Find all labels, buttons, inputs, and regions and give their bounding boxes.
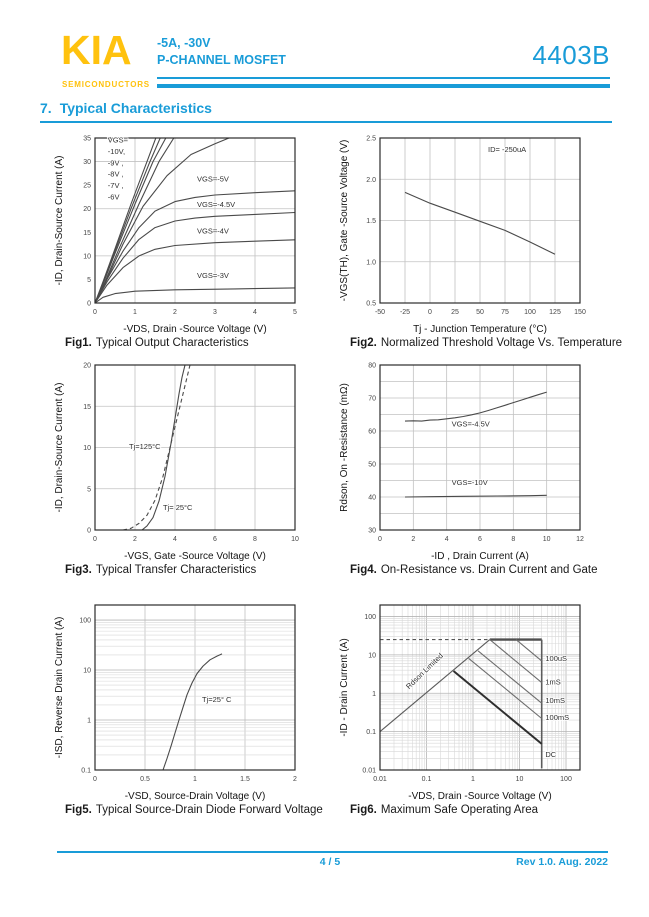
svg-text:10: 10 — [291, 536, 299, 543]
svg-text:5: 5 — [293, 309, 297, 316]
svg-text:2.0: 2.0 — [366, 176, 376, 184]
svg-text:60: 60 — [368, 428, 376, 436]
svg-text:12: 12 — [576, 536, 584, 543]
svg-text:-9V ,: -9V , — [107, 158, 124, 168]
svg-text:150: 150 — [574, 309, 586, 316]
svg-text:VGS=-3V: VGS=-3V — [197, 271, 229, 281]
svg-text:0.01: 0.01 — [373, 776, 387, 783]
fig1-caption: Fig1. Typical Output Characteristics — [65, 337, 249, 349]
svg-text:-ID, Drain-Source Current (A): -ID, Drain-Source Current (A) — [54, 382, 65, 513]
svg-text:0.5: 0.5 — [366, 300, 376, 308]
svg-text:100uS: 100uS — [545, 653, 568, 663]
svg-text:20: 20 — [83, 362, 91, 370]
section-number: 7. — [40, 100, 52, 116]
footer-rule — [57, 851, 608, 853]
svg-text:30: 30 — [368, 527, 376, 535]
svg-text:15: 15 — [83, 403, 91, 411]
svg-text:-50: -50 — [374, 309, 386, 316]
svg-text:VGS=-4.5V: VGS=-4.5V — [451, 419, 490, 429]
svg-text:100mS: 100mS — [545, 713, 570, 723]
fig5-plot — [51, 597, 341, 803]
svg-text:2: 2 — [411, 536, 416, 543]
svg-text:5: 5 — [87, 486, 91, 494]
svg-text:8: 8 — [511, 536, 516, 543]
svg-text:4: 4 — [253, 309, 257, 316]
svg-text:-8V ,: -8V , — [107, 169, 124, 179]
fig2-block — [336, 130, 626, 349]
fig5-caption: Fig5. Typical Source-Drain Diode Forward Voltage — [65, 804, 323, 816]
svg-text:0: 0 — [93, 309, 97, 316]
svg-text:-25: -25 — [399, 309, 411, 316]
svg-text:0: 0 — [93, 536, 97, 543]
svg-text:Tj= 25°C: Tj= 25°C — [163, 503, 193, 513]
fig4-caption: Fig4. On-Resistance vs. Drain Current and Gate — [350, 564, 598, 576]
fig6-block — [336, 597, 626, 816]
svg-text:70: 70 — [368, 395, 376, 403]
fig3-plot — [51, 357, 341, 563]
svg-text:1: 1 — [372, 690, 376, 698]
svg-text:-VDS, Drain -Source Voltage (V: -VDS, Drain -Source Voltage (V) — [408, 791, 552, 802]
section-title-text: Typical Characteristics — [59, 100, 212, 116]
fig6-caption: Fig6. Maximum Safe Operating Area — [350, 804, 539, 816]
svg-text:VGS=-10V: VGS=-10V — [451, 478, 488, 488]
svg-text:0.1: 0.1 — [421, 776, 432, 783]
fig4-plot — [336, 357, 626, 563]
svg-text:1.5: 1.5 — [366, 218, 376, 225]
svg-text:-VGS(TH), Gate -Source Voltage: -VGS(TH), Gate -Source Voltage (V) — [339, 139, 350, 302]
svg-text:6: 6 — [478, 536, 482, 543]
svg-text:1: 1 — [193, 776, 197, 783]
fig3-caption: Fig3. Typical Transfer Characteristics — [65, 564, 257, 576]
svg-text:0.5: 0.5 — [140, 776, 150, 783]
svg-text:0.1: 0.1 — [366, 729, 376, 737]
svg-text:0: 0 — [87, 527, 91, 535]
svg-text:Tj - Junction Temperature (°C): Tj - Junction Temperature (°C) — [413, 324, 547, 335]
svg-text:20: 20 — [83, 206, 91, 214]
svg-text:-ID , Drain Current (A): -ID , Drain Current (A) — [431, 551, 529, 562]
svg-text:0: 0 — [87, 300, 91, 308]
fig2-plot — [336, 130, 626, 336]
svg-text:10: 10 — [368, 652, 376, 660]
svg-text:1: 1 — [133, 309, 137, 316]
svg-text:-ID - Drain Current (A): -ID - Drain Current (A) — [339, 638, 350, 737]
fig2-caption: Fig2. Normalized Threshold Voltage Vs. Temperature — [350, 337, 623, 349]
part-number: 4403B — [532, 40, 610, 70]
svg-text:35: 35 — [83, 135, 91, 143]
footer-revision: Rev 1.0. Aug. 2022 — [516, 856, 608, 868]
svg-text:VGS=: VGS= — [107, 135, 129, 145]
svg-text:25: 25 — [83, 182, 91, 190]
svg-text:-7V ,: -7V , — [107, 180, 124, 190]
svg-text:30: 30 — [83, 159, 91, 167]
svg-text:Tj=125°C: Tj=125°C — [129, 442, 161, 452]
header-rule-thick — [157, 84, 610, 88]
fig1-block — [51, 130, 341, 349]
svg-text:-VSD, Source-Drain Voltage (V): -VSD, Source-Drain Voltage (V) — [124, 791, 266, 802]
svg-text:0: 0 — [93, 776, 97, 783]
svg-text:1mS: 1mS — [545, 677, 561, 687]
fig4-block — [336, 357, 626, 576]
family-label: P-CHANNEL MOSFET — [157, 53, 286, 67]
svg-text:8: 8 — [253, 536, 257, 543]
svg-text:25: 25 — [451, 309, 459, 316]
svg-text:80: 80 — [368, 362, 376, 370]
svg-text:1: 1 — [471, 776, 475, 783]
svg-text:1.5: 1.5 — [240, 776, 250, 783]
svg-text:5: 5 — [87, 276, 91, 284]
svg-text:50: 50 — [368, 461, 376, 469]
footer-page-number: 4 / 5 — [319, 856, 341, 868]
svg-text:Rdson Limited: Rdson Limited — [404, 651, 445, 691]
svg-text:0: 0 — [378, 536, 382, 543]
svg-text:2: 2 — [173, 309, 177, 316]
fig1-plot — [51, 130, 341, 336]
svg-text:Rdson, On -Resistance (mΩ): Rdson, On -Resistance (mΩ) — [339, 383, 350, 512]
svg-text:-VGS, Gate -Source Voltage (V): -VGS, Gate -Source Voltage (V) — [124, 551, 266, 562]
semiconductors-label: SEMICONDUCTORS — [62, 80, 150, 89]
svg-text:DC: DC — [545, 749, 557, 759]
svg-text:75: 75 — [501, 309, 509, 316]
svg-text:-VDS, Drain -Source Voltage (V: -VDS, Drain -Source Voltage (V) — [123, 324, 267, 335]
svg-text:0.1: 0.1 — [81, 767, 91, 775]
svg-text:4: 4 — [444, 536, 449, 543]
header-rule-thin — [157, 77, 610, 79]
svg-text:100: 100 — [79, 617, 91, 625]
svg-text:2.5: 2.5 — [366, 135, 376, 143]
svg-text:100: 100 — [524, 309, 536, 316]
svg-text:40: 40 — [368, 494, 376, 502]
svg-text:1: 1 — [87, 717, 91, 725]
fig6-plot — [336, 597, 626, 803]
svg-text:0.01: 0.01 — [362, 767, 376, 775]
svg-text:0: 0 — [428, 309, 432, 316]
svg-text:6: 6 — [213, 536, 217, 543]
svg-text:Tj=25° C: Tj=25° C — [202, 694, 232, 704]
svg-text:10: 10 — [542, 536, 551, 543]
svg-text:2: 2 — [133, 536, 137, 543]
svg-text:50: 50 — [476, 309, 484, 316]
svg-text:1.0: 1.0 — [366, 259, 376, 267]
svg-text:-ID, Drain-Source Current (A): -ID, Drain-Source Current (A) — [54, 155, 65, 286]
fig5-block — [51, 597, 341, 816]
svg-text:2: 2 — [293, 776, 297, 783]
fig3-block — [51, 357, 341, 576]
section-underline — [40, 121, 612, 123]
svg-text:10: 10 — [83, 445, 91, 452]
svg-text:-10V,: -10V, — [107, 147, 126, 157]
svg-text:4: 4 — [173, 536, 177, 543]
svg-text:10: 10 — [515, 776, 524, 783]
svg-text:-ISD, Reverse Drain Current (A: -ISD, Reverse Drain Current (A) — [54, 616, 65, 759]
svg-text:10mS: 10mS — [545, 696, 565, 706]
svg-text:ID= -250uA: ID= -250uA — [488, 145, 527, 155]
svg-text:10: 10 — [83, 253, 91, 261]
svg-text:125: 125 — [549, 309, 561, 316]
svg-text:100: 100 — [560, 776, 572, 783]
kia-logo: KIA — [61, 27, 132, 73]
svg-text:100: 100 — [364, 614, 376, 622]
svg-text:VGS=-4.5V: VGS=-4.5V — [197, 199, 236, 209]
svg-text:-6V: -6V — [107, 192, 120, 202]
rating-label: -5A, -30V — [157, 36, 211, 50]
svg-text:3: 3 — [213, 309, 217, 316]
svg-text:10: 10 — [83, 667, 91, 675]
svg-text:VGS=-5V: VGS=-5V — [197, 174, 229, 184]
svg-text:VGS=-4V: VGS=-4V — [197, 226, 229, 236]
svg-text:15: 15 — [83, 229, 91, 237]
section-title — [40, 100, 212, 116]
